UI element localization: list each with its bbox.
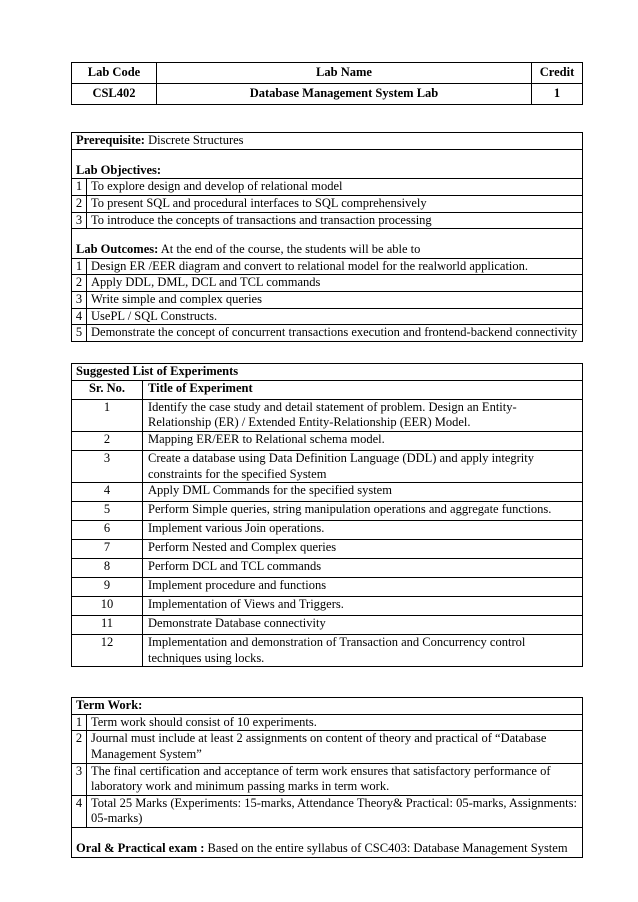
credit-value: 1 bbox=[532, 84, 583, 105]
outcome-text: Demonstrate the concept of concurrent transactions execution and frontend-backend connectivity bbox=[87, 325, 583, 342]
objective-text: To present SQL and procedural interfaces to SQL comprehensively bbox=[87, 195, 583, 212]
term-work-text: The final certification and acceptance of term work ensures that satisfactory performance of laboratory work and minimum passing marks in term work. bbox=[87, 763, 583, 795]
oral-exam-cell bbox=[72, 828, 583, 858]
title-header: Title of Experiment bbox=[143, 380, 583, 399]
term-work-text: Journal must include at least 2 assignments on content of theory and practical of “Database Management System” bbox=[87, 731, 583, 763]
experiment-sr: 2 bbox=[72, 431, 143, 450]
term-work-text: Term work should consist of 10 experiments. bbox=[87, 714, 583, 731]
objective-text: To explore design and develop of relational model bbox=[87, 179, 583, 196]
objective-row bbox=[72, 179, 583, 196]
lab-code-header: Lab Code bbox=[72, 63, 157, 84]
lab-name-header: Lab Name bbox=[157, 63, 532, 84]
lab-info-table bbox=[71, 62, 583, 105]
objective-number: 2 bbox=[72, 195, 87, 212]
term-work-number: 2 bbox=[72, 731, 87, 763]
experiment-title: Implement procedure and functions bbox=[143, 578, 583, 597]
experiment-title: Create a database using Data Definition Language (DDL) and apply integrity constraints for the specified System bbox=[143, 450, 583, 482]
experiments-column-header-row bbox=[72, 380, 583, 399]
lab-name-value: Database Management System Lab bbox=[157, 84, 532, 105]
experiments-heading bbox=[72, 364, 583, 381]
experiment-sr: 8 bbox=[72, 559, 143, 578]
term-work-row bbox=[72, 714, 583, 731]
experiment-row bbox=[72, 559, 583, 578]
experiment-title: Implementation and demonstration of Transaction and Concurrency control techniques using locks. bbox=[143, 635, 583, 667]
objective-text: To introduce the concepts of transactions and transaction processing bbox=[87, 212, 583, 229]
term-work-number: 3 bbox=[72, 763, 87, 795]
experiment-sr: 10 bbox=[72, 597, 143, 616]
experiment-title: Perform DCL and TCL commands bbox=[143, 559, 583, 578]
term-work-heading bbox=[72, 698, 583, 715]
experiment-sr: 1 bbox=[72, 399, 143, 431]
experiment-sr: 7 bbox=[72, 540, 143, 559]
experiments-table bbox=[71, 363, 583, 667]
objective-number: 3 bbox=[72, 212, 87, 229]
experiment-title: Apply DML Commands for the specified system bbox=[143, 483, 583, 502]
sr-no-header: Sr. No. bbox=[72, 380, 143, 399]
objectives-heading-row bbox=[72, 149, 583, 179]
outcome-row bbox=[72, 292, 583, 309]
prerequisite-value: Discrete Structures bbox=[144, 133, 244, 147]
outcome-text: Write simple and complex queries bbox=[87, 292, 583, 309]
objectives-heading-cell bbox=[72, 149, 583, 179]
outcome-text: UsePL / SQL Constructs. bbox=[87, 308, 583, 325]
experiment-title: Implementation of Views and Triggers. bbox=[143, 597, 583, 616]
oral-exam-value: Based on the entire syllabus of CSC403: Database Management System bbox=[204, 841, 568, 855]
term-work-row bbox=[72, 731, 583, 763]
term-work-table bbox=[71, 697, 583, 858]
outcome-number: 4 bbox=[72, 308, 87, 325]
experiments-heading-row bbox=[72, 364, 583, 381]
experiment-row bbox=[72, 540, 583, 559]
experiment-title: Identify the case study and detail statement of problem. Design an Entity-Relationship (ER) / Extended Entity-Relationship (EER) Model. bbox=[143, 399, 583, 431]
objective-row bbox=[72, 195, 583, 212]
term-work-number: 4 bbox=[72, 795, 87, 827]
objective-row bbox=[72, 212, 583, 229]
lab-value-row bbox=[72, 84, 583, 105]
experiment-row bbox=[72, 578, 583, 597]
experiments-heading-text: Suggested List of Experiments bbox=[76, 364, 239, 378]
term-work-heading-row bbox=[72, 698, 583, 715]
experiment-title: Mapping ER/EER to Relational schema model. bbox=[143, 431, 583, 450]
experiment-row bbox=[72, 502, 583, 521]
objectives-heading: Lab Objectives: bbox=[76, 162, 162, 177]
outcomes-heading-cell bbox=[72, 229, 583, 259]
experiment-sr: 3 bbox=[72, 450, 143, 482]
prerequisite-label: Prerequisite: bbox=[76, 133, 145, 147]
term-work-number: 1 bbox=[72, 714, 87, 731]
experiment-row bbox=[72, 521, 583, 540]
experiment-sr: 6 bbox=[72, 521, 143, 540]
outcome-number: 5 bbox=[72, 325, 87, 342]
prerequisite-cell bbox=[72, 133, 583, 150]
outcome-text: Apply DDL, DML, DCL and TCL commands bbox=[87, 275, 583, 292]
experiment-row bbox=[72, 616, 583, 635]
credit-header: Credit bbox=[532, 63, 583, 84]
oral-exam-row bbox=[72, 828, 583, 858]
term-work-heading-text: Term Work: bbox=[76, 698, 143, 712]
outcome-row bbox=[72, 275, 583, 292]
experiment-sr: 11 bbox=[72, 616, 143, 635]
outcome-row bbox=[72, 258, 583, 275]
experiment-row bbox=[72, 483, 583, 502]
experiment-title: Perform Nested and Complex queries bbox=[143, 540, 583, 559]
experiment-title: Demonstrate Database connectivity bbox=[143, 616, 583, 635]
outcome-number: 2 bbox=[72, 275, 87, 292]
experiment-row bbox=[72, 450, 583, 482]
outcome-row bbox=[72, 325, 583, 342]
outcome-row bbox=[72, 308, 583, 325]
prerequisite-objectives-table bbox=[71, 132, 583, 342]
experiment-title: Implement various Join operations. bbox=[143, 521, 583, 540]
lab-code-value: CSL402 bbox=[72, 84, 157, 105]
lab-header-row bbox=[72, 63, 583, 84]
outcomes-heading: Lab Outcomes: bbox=[76, 242, 159, 257]
outcome-text: Design ER /EER diagram and convert to relational model for the realworld application. bbox=[87, 258, 583, 275]
term-work-row bbox=[72, 795, 583, 827]
outcome-number: 3 bbox=[72, 292, 87, 309]
prerequisite-row bbox=[72, 133, 583, 150]
outcome-number: 1 bbox=[72, 258, 87, 275]
experiment-sr: 4 bbox=[72, 483, 143, 502]
experiment-sr: 12 bbox=[72, 635, 143, 667]
outcomes-heading-row bbox=[72, 229, 583, 259]
experiment-sr: 5 bbox=[72, 502, 143, 521]
experiment-sr: 9 bbox=[72, 578, 143, 597]
objective-number: 1 bbox=[72, 179, 87, 196]
experiment-row bbox=[72, 399, 583, 431]
term-work-row bbox=[72, 763, 583, 795]
term-work-text: Total 25 Marks (Experiments: 15-marks, Attendance Theory& Practical: 05-marks, Assignments: 05-marks) bbox=[87, 795, 583, 827]
experiment-row bbox=[72, 635, 583, 667]
outcomes-intro: At the end of the course, the students will be able to bbox=[158, 242, 421, 257]
experiment-title: Perform Simple queries, string manipulation operations and aggregate functions. bbox=[143, 502, 583, 521]
oral-exam-label: Oral & Practical exam : bbox=[76, 841, 205, 855]
experiment-row bbox=[72, 597, 583, 616]
experiment-row bbox=[72, 431, 583, 450]
